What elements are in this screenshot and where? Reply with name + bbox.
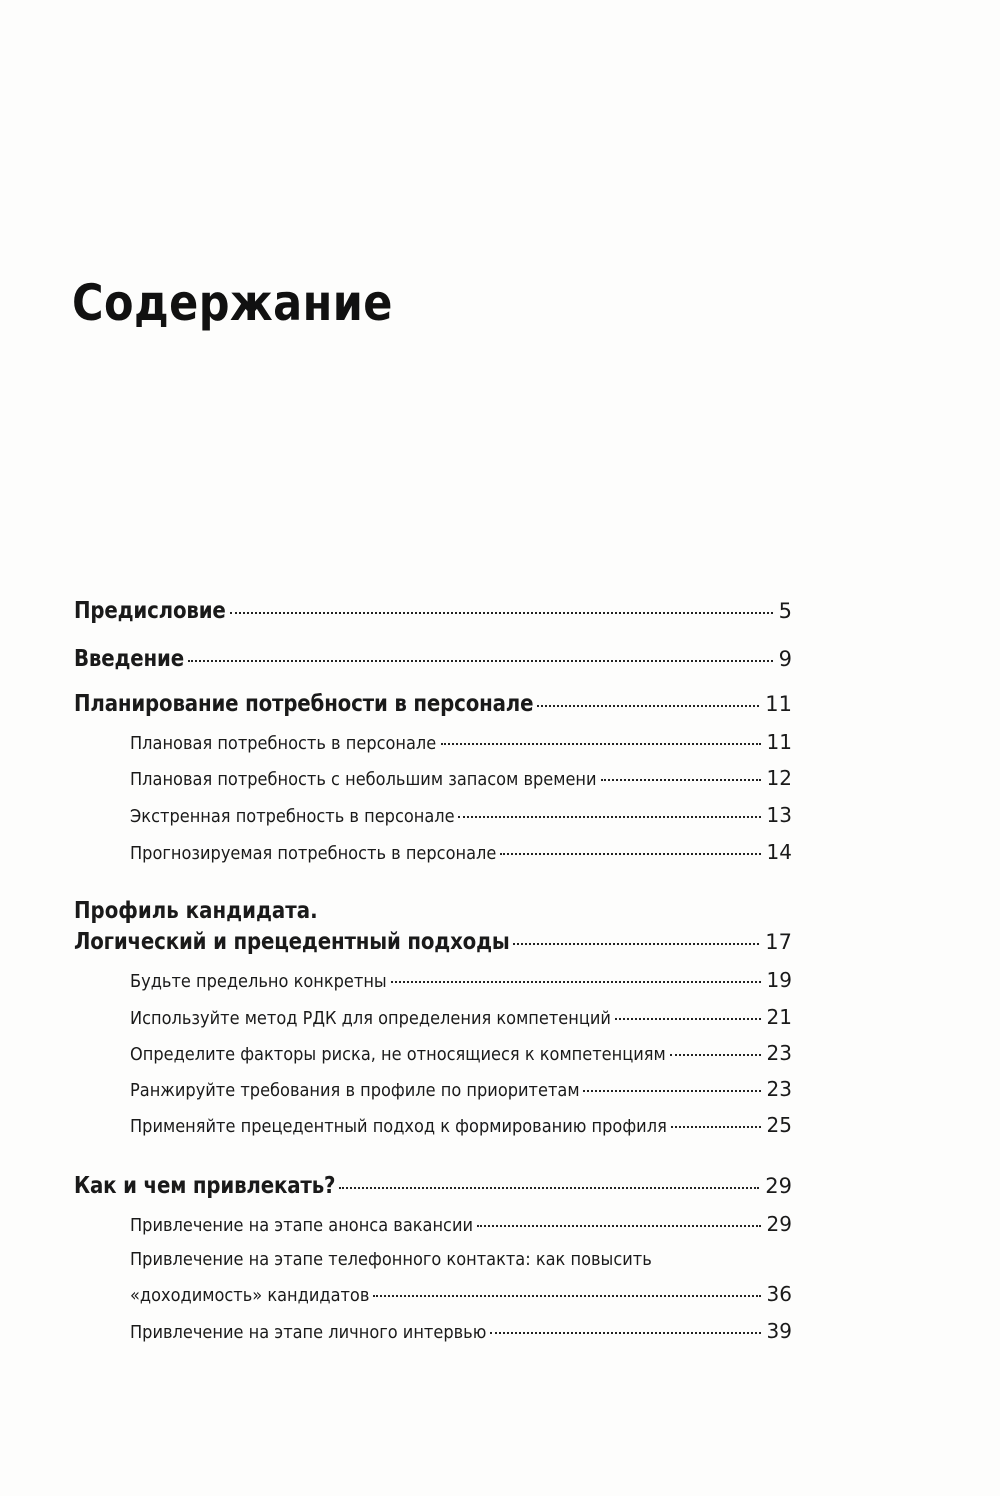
dot-leader	[339, 1187, 759, 1189]
dot-leader	[490, 1332, 760, 1334]
dot-leader	[441, 743, 761, 745]
dot-leader	[458, 816, 760, 818]
dot-leader	[615, 1018, 760, 1020]
toc-page-number: 11	[765, 692, 792, 716]
toc-entry-label: Используйте метод РДК для определения компетенций	[130, 1008, 611, 1029]
dot-leader	[230, 612, 773, 614]
toc-entry-label: Привлечение на этапе личного интервью	[130, 1322, 487, 1343]
toc-page-number: 9	[778, 647, 792, 671]
toc-subentry[interactable]	[130, 1077, 792, 1101]
page-title: Содержание	[72, 274, 393, 332]
toc-entry-label: Как и чем привлекать?	[74, 1173, 336, 1199]
toc-subentry[interactable]	[130, 1282, 792, 1306]
toc-page-number: 29	[766, 1212, 792, 1236]
dot-leader	[513, 943, 759, 945]
toc-page-number: 11	[766, 730, 792, 754]
dot-leader	[373, 1295, 760, 1297]
toc-entry-label: Введение	[74, 646, 184, 672]
toc-entry-profile-line1[interactable]: Профиль кандидата.	[74, 898, 318, 924]
toc-entry-label: Экстренная потребность в персонале	[130, 806, 455, 827]
toc-entry-label: Планирование потребности в персонале	[74, 691, 534, 717]
toc-page-number: 5	[778, 599, 792, 623]
toc-subentry[interactable]	[130, 968, 792, 992]
toc-subentry[interactable]	[130, 840, 792, 864]
toc-page-number: 23	[766, 1077, 792, 1101]
dot-leader	[537, 705, 759, 707]
dot-leader	[671, 1126, 760, 1128]
toc-page-number: 39	[766, 1319, 792, 1343]
toc-entry-profile[interactable]	[74, 929, 792, 955]
toc-subentry[interactable]	[130, 766, 792, 790]
dot-leader	[583, 1090, 760, 1092]
dot-leader	[500, 853, 760, 855]
toc-subentry[interactable]	[130, 1041, 792, 1065]
toc-subentry[interactable]	[130, 1212, 792, 1236]
toc-page-number: 36	[766, 1282, 792, 1306]
toc-entry-planning[interactable]	[74, 691, 792, 717]
toc-entry-label: Логический и прецедентный подходы	[74, 929, 510, 955]
toc-entry-attract[interactable]	[74, 1173, 792, 1199]
dot-leader	[188, 660, 773, 662]
toc-page-number: 25	[766, 1113, 792, 1137]
toc-page-number: 19	[766, 968, 792, 992]
toc-subentry[interactable]	[130, 1113, 792, 1137]
toc-subentry[interactable]	[130, 803, 792, 827]
toc-page-number: 21	[766, 1005, 792, 1029]
toc-entry-label: Плановая потребность с небольшим запасом времени	[130, 769, 597, 790]
toc-entry-label: Плановая потребность в персонале	[130, 733, 437, 754]
toc-subentry[interactable]	[130, 1319, 792, 1343]
toc-entry-preface[interactable]	[74, 598, 792, 624]
dot-leader	[601, 779, 761, 781]
toc-entry-label: Ранжируйте требования в профиле по приоритетам	[130, 1080, 580, 1101]
toc-entry-label: Прогнозируемая потребность в персонале	[130, 843, 497, 864]
toc-page-number: 14	[766, 840, 792, 864]
toc-subentry[interactable]	[130, 730, 792, 754]
dot-leader	[477, 1225, 760, 1227]
dot-leader	[391, 981, 761, 983]
toc-entry-label: Привлечение на этапе анонса вакансии	[130, 1215, 474, 1236]
toc-entry-label: Применяйте прецедентный подход к формированию профиля	[130, 1116, 667, 1137]
toc-entry-label: Предисловие	[74, 598, 226, 624]
toc-page-number: 17	[765, 930, 792, 954]
toc-entry-intro[interactable]	[74, 646, 792, 672]
toc-page-number: 29	[765, 1174, 792, 1198]
dot-leader	[670, 1054, 760, 1056]
toc-page-number: 23	[766, 1041, 792, 1065]
toc-entry-label: Определите факторы риска, не относящиеся к компетенциям	[130, 1044, 666, 1065]
toc-page-number: 12	[766, 766, 792, 790]
toc-subentry[interactable]	[130, 1005, 792, 1029]
toc-page-number: 13	[766, 803, 792, 827]
toc-entry-label: Будьте предельно конкретны	[130, 971, 387, 992]
toc-entry-label: «доходимость» кандидатов	[130, 1285, 370, 1306]
toc-subentry-line1[interactable]: Привлечение на этапе телефонного контакта: как повысить	[130, 1249, 652, 1270]
